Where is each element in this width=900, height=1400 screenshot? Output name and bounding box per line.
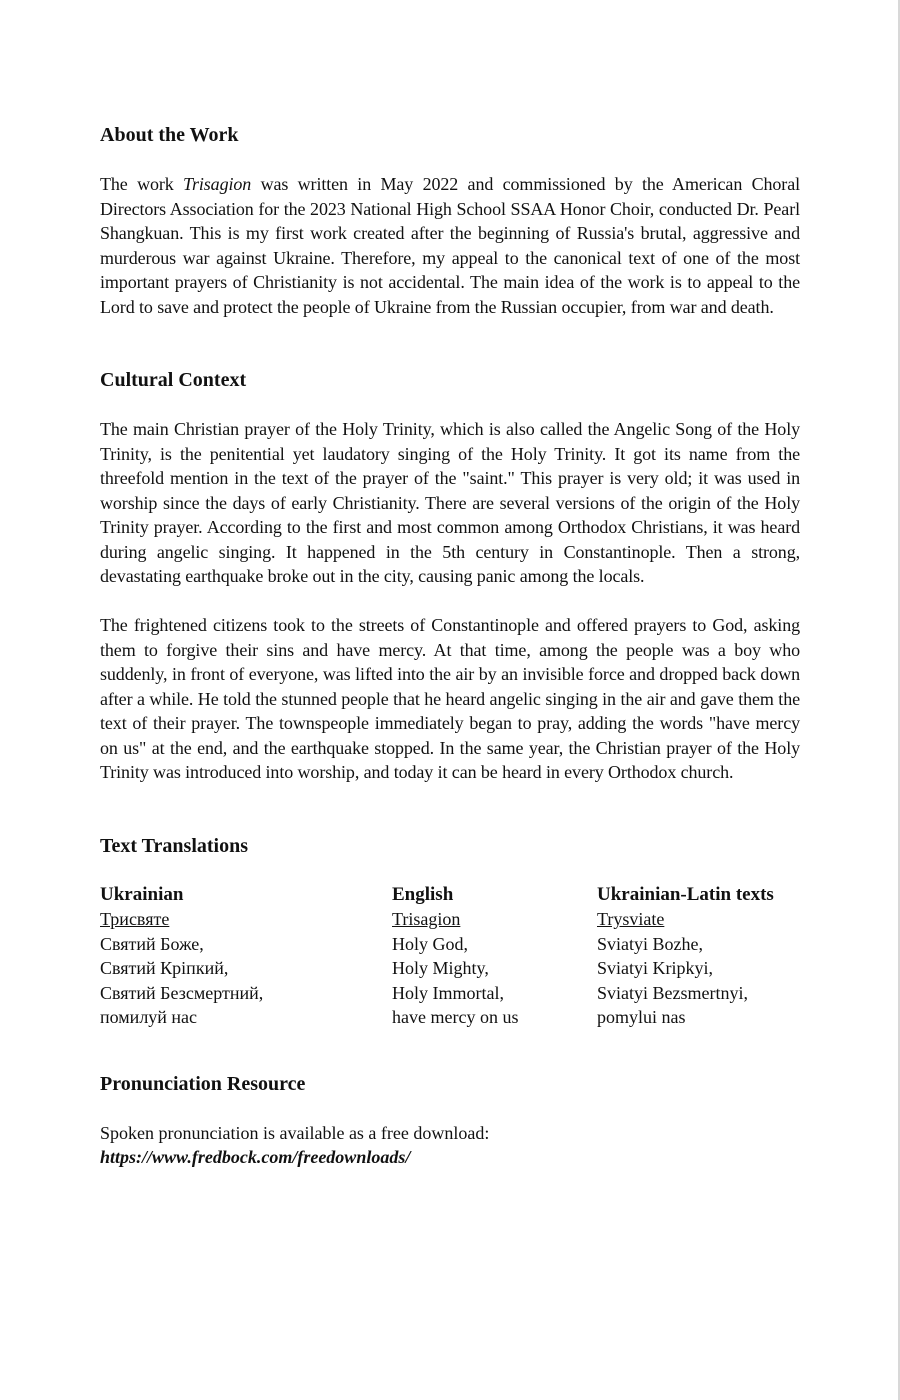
pronunciation-text: Spoken pronunciation is available as a free download: bbox=[100, 1122, 490, 1143]
text-line: Sviatyi Bozhe, bbox=[597, 933, 703, 954]
column-title: Трисвяте bbox=[100, 909, 170, 929]
about-heading: About the Work bbox=[100, 124, 239, 146]
context-paragraph-1: The main Christian prayer of the Holy Trinity, which is also called the Angelic Song of the Holy Trinity, is the penitential yet laudatory singing of the Holy Trinity. It got its name from the threefold mention in the text of the prayer of the "saint." This prayer is very old; it was used in worship since the days of early Christianity. There are several versions of the origin of the Holy Trinity prayer. According to the first and most common among Orthodox Christians, it was heard during angelic singing. It happened in the 5th century in Constantinople. Then a strong, devastating earthquake broke out in the city, causing panic among the locals. bbox=[100, 419, 800, 586]
translations-table bbox=[100, 883, 800, 1033]
text-line: помилуй нас bbox=[100, 1007, 198, 1027]
text-translations-heading: Text Translations bbox=[100, 834, 248, 857]
about-text-start: The work bbox=[100, 174, 184, 194]
column-title: Trisagion bbox=[392, 909, 461, 929]
text-line: pomylui nas bbox=[597, 1007, 686, 1027]
about-section bbox=[100, 122, 800, 319]
context-paragraph-2: The frightened citizens took to the streets of Constantinople and offered prayers to God, asking them to forgive their sins and have mercy. At that time, among the people was a boy who suddenly, in front of everyone, was lifted into the air by an invisible force and dropped back down after a while. He told the stunned people that he heard angelic singing in the air and gave them the text of their prayer. The townspeople immediately began to pray, adding the words "have mercy on us" at the end, and the earthquake stopped. In the same year, the Christian prayer of the Holy Trinity was introduced into worship, and today it can be heard in every Orthodox church. bbox=[100, 615, 800, 782]
document-content bbox=[100, 122, 800, 1170]
about-paragraph bbox=[100, 172, 800, 319]
english-column bbox=[392, 883, 592, 1030]
download-link[interactable]: https://www.fredbock.com/freedownloads/ bbox=[100, 1147, 411, 1167]
ukrainian-column bbox=[100, 883, 380, 1030]
latin-column bbox=[597, 883, 817, 1030]
text-line: have mercy on us bbox=[392, 1007, 519, 1027]
text-line: Sviatyi Bezsmertnyi, bbox=[597, 982, 748, 1003]
text-line: Святий Боже, bbox=[100, 933, 204, 954]
pronunciation-heading: Pronunciation Resource bbox=[100, 1072, 306, 1095]
column-title: Trysviate bbox=[597, 909, 665, 929]
text-line: Holy Mighty, bbox=[392, 958, 489, 978]
cultural-context-section bbox=[100, 367, 800, 785]
about-text-rest: was written in May 2022 and commissioned by the American Choral Directors Association for the 2023 National High School SSAA Honor Choir, conducted Dr. Pearl Shangkuan. This is my first work created after the beginning of Russia's brutal, aggressive and murderous war against Ukraine. Therefore, my appeal to the canonical text of one of the most important prayers of Christianity is not accidental. The main idea of the work is to appeal to the Lord to save and protect the people of Ukraine from the Russian occupier, from war and death. bbox=[100, 174, 800, 317]
cultural-context-heading: Cultural Context bbox=[100, 369, 247, 391]
column-header: Ukrainian-Latin texts bbox=[597, 883, 774, 905]
text-line: Святий Кріпкий, bbox=[100, 958, 229, 978]
column-header: English bbox=[392, 883, 454, 905]
text-line: Holy God, bbox=[392, 933, 468, 954]
text-line: Holy Immortal, bbox=[392, 982, 504, 1003]
column-header: Ukrainian bbox=[100, 883, 184, 905]
work-title: Trisagion bbox=[183, 174, 252, 194]
text-line: Sviatyi Kripkyi, bbox=[597, 958, 713, 978]
text-translations-section bbox=[100, 833, 800, 1033]
text-line: Святий Безсмертний, bbox=[100, 982, 264, 1003]
pronunciation-section bbox=[100, 1071, 800, 1170]
